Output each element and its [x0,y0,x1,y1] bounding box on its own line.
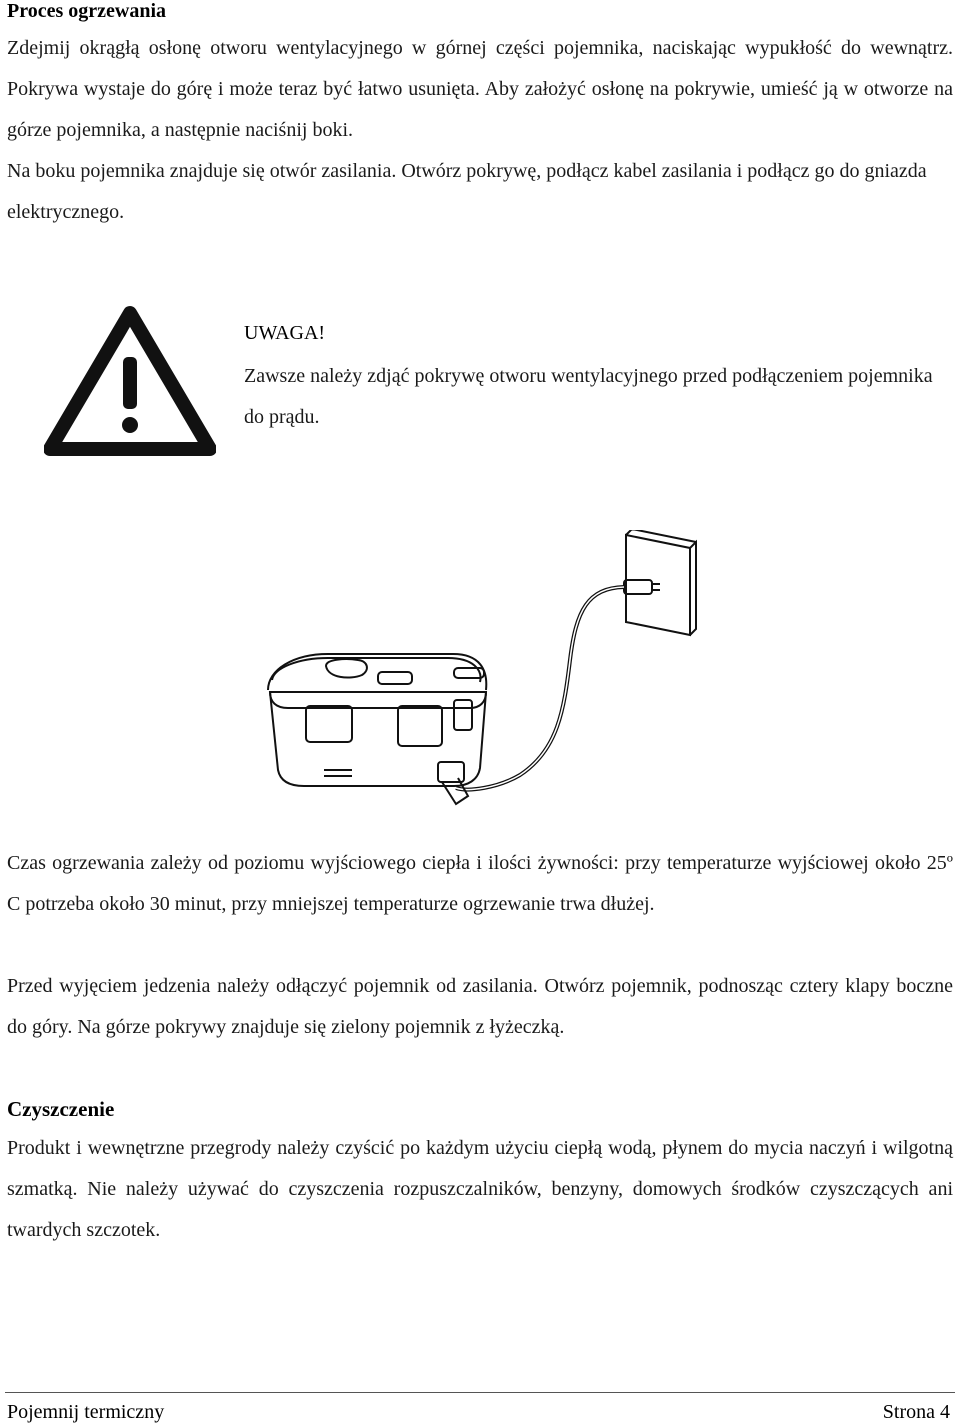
heating-time-paragraph-1: Czas ogrzewania zależy od poziomu wyjściowego ciepła i ilości żywności: przy temperaturze wyjściowej około 25º C potrzeba około 30 minut, przy mniejszej temperaturze ogrzewanie trwa dłużej. [7,852,953,915]
page-number: Strona 4 [882,1401,950,1423]
heating-time-paragraph-2: Przed wyjęciem jedzenia należy odłączyć pojemnik od zasilania. Otwórz pojemnik, podnosząc cztery klapy boczne do góry. Na górze pokrywy znajduje się zielony pojemnik z łyżeczką. [7,975,953,1038]
heating-paragraph-1: Zdejmij okrągłą osłonę otworu wentylacyjnego w górnej części pojemnika, naciskając wypukłość do wewnątrz. Pokrywa wystaje do górę i może teraz być łatwo usunięta. Aby założyć osłonę na pokrywie, umieść ją w otworze na górze pojemnika, a następnie naciśnij boki. [7,37,953,141]
warning-triangle-icon [44,305,216,457]
cleaning-paragraph: Produkt i wewnętrzne przegrody należy czyścić po każdym użyciu ciepłą wodą, płynem do mycia naczyń i wilgotną szmatką. Nie należy używać do czyszczenia rozpuszczalników, benzyny, domowych środków czyszczących ani twardych szczotek. [7,1137,953,1241]
warning-text: Zawsze należy zdjąć pokrywę otworu wentylacyjnego przed podłączeniem pojemnika do prądu. [244,365,933,428]
section-title-cleaning: Czyszczenie [7,1097,115,1121]
heating-paragraph-2: Na boku pojemnika znajduje się otwór zasilania. Otwórz pokrywę, podłącz kabel zasilania i podłącz go do gniazda elektrycznego. [7,160,927,223]
footer-divider [5,1392,955,1393]
warning-title: UWAGA! [244,322,326,344]
lunchbox-illustration [258,530,703,822]
footer-title: Pojemnij termiczny [7,1401,165,1423]
section-title-heating: Proces ogrzewania [7,0,167,22]
